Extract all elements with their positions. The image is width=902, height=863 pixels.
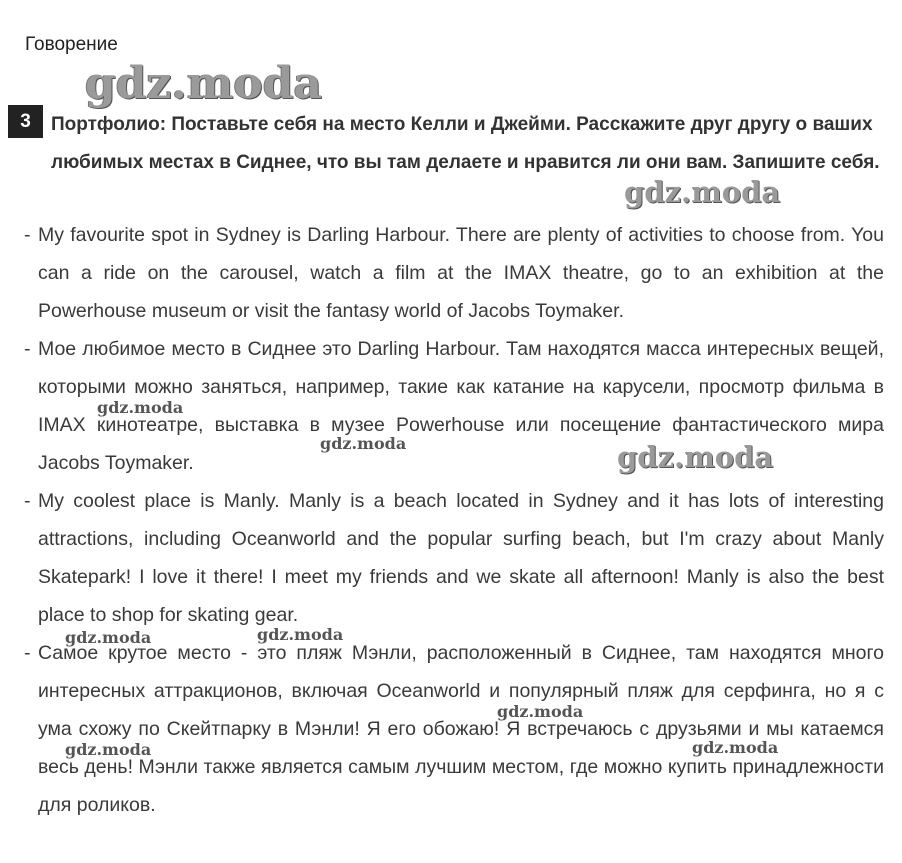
watermark: gdz.moda bbox=[624, 175, 781, 209]
task-instruction: Портфолио: Поставьте себя на место Келли и Джейми. Расскажите друг другу о ваших любимых местах в Сиднее, что вы там делаете и нравится ли они вам. Запишите себя. bbox=[51, 114, 880, 173]
section-title: Говорение bbox=[25, 34, 118, 55]
watermark: gdz.moda bbox=[65, 740, 152, 759]
answer-text: Самое крутое место - это пляж Мэнли, расположенный в Сиднее, там находятся много интересных аттракционов, включая Oceanworld и популярный пляж для серфинга, но я с ума схожу по Скейтпарку в Мэнли! Я его обожаю! Я встречаюсь с друзьями и мы катаемся весь день! Мэнли также является самым лучшим местом, где можно купить принадлежности для роликов. bbox=[38, 642, 884, 816]
watermark: gdz.moda bbox=[320, 434, 407, 453]
answer-russian-manly bbox=[24, 634, 884, 824]
answer-english-darling-harbour bbox=[24, 216, 884, 330]
watermark: gdz.moda bbox=[617, 440, 774, 474]
watermark: gdz.moda bbox=[497, 702, 584, 721]
list-dash: - bbox=[24, 490, 31, 512]
watermark: gdz.moda bbox=[257, 625, 344, 644]
watermark: gdz.moda bbox=[97, 398, 184, 417]
task-number-badge: 3 bbox=[8, 105, 43, 138]
watermark: gdz.moda bbox=[65, 628, 152, 647]
answer-english-manly bbox=[24, 482, 884, 634]
answer-russian-darling-harbour bbox=[24, 330, 884, 482]
answer-text: My favourite spot in Sydney is Darling Harbour. There are plenty of activities to choose from. You can a ride on the carousel, watch a film at the IMAX theatre, go to an exhibition at the Powerhouse museum or visit the fantasy world of Jacobs Toymaker. bbox=[38, 224, 884, 322]
list-dash: - bbox=[24, 338, 31, 360]
answer-text: Мое любимое место в Сиднее это Darling Harbour. Там находятся масса интересных вещей, которыми можно заняться, например, такие как катание на карусели, просмотр фильма в IMAX кинотеатре, выставка в музее Powerhouse или посещение фантастического мира Jacobs Toymaker. bbox=[38, 338, 884, 474]
watermark: gdz.moda bbox=[85, 58, 323, 109]
answers-list bbox=[24, 216, 884, 824]
list-dash: - bbox=[24, 642, 31, 664]
watermark: gdz.moda bbox=[692, 738, 779, 757]
answer-text: My coolest place is Manly. Manly is a beach located in Sydney and it has lots of interesting attractions, including Oceanworld and the popular surfing beach, but I'm crazy about Manly Skatepark! I love it there! I meet my friends and we skate all afternoon! Manly is also the best place to shop for skating gear. bbox=[38, 490, 884, 626]
list-dash: - bbox=[24, 224, 31, 246]
